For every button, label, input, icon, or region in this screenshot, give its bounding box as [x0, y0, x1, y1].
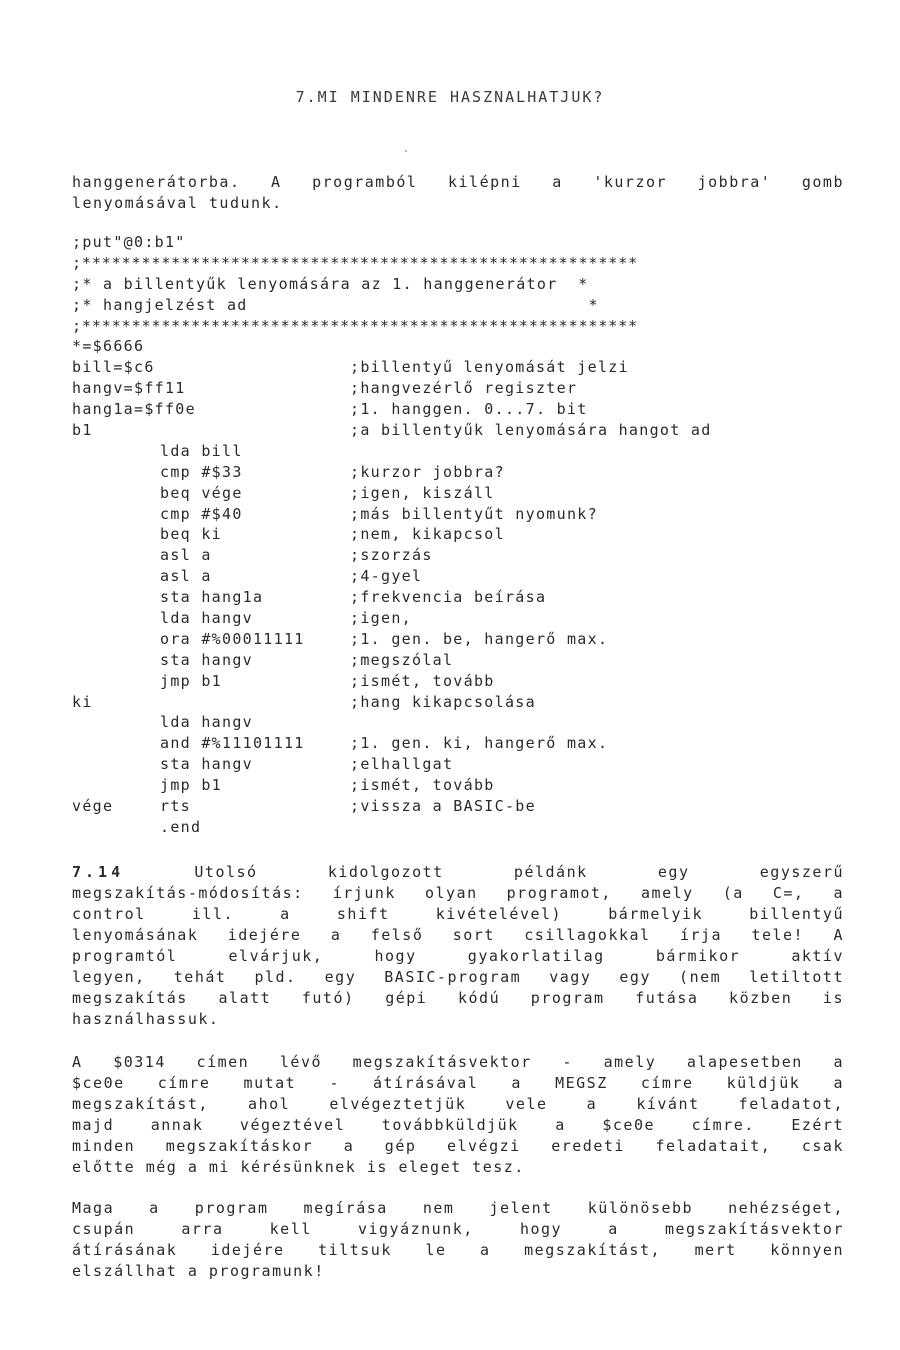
code-line	[72, 357, 852, 378]
code-line	[72, 650, 852, 671]
code-line	[72, 608, 852, 629]
code-comment: ;kurzor jobbra?	[350, 462, 505, 481]
code-line	[72, 504, 852, 525]
code-label: hangv=$ff11	[72, 379, 186, 398]
page-header: 7.MI MINDENRE HASZNALHATJUK?	[295, 88, 605, 106]
code-instruction: sta hangv	[160, 755, 253, 774]
code-instruction: asl a	[160, 546, 212, 565]
code-line	[72, 336, 852, 357]
text-line: legyen, tehát pld. egy BASIC-program vagy egy (nem letiltott	[72, 968, 844, 986]
text-line: előtte még a mi kérésünknek is eleget tesz.	[72, 1158, 525, 1176]
section-7-14-paragraph	[72, 862, 844, 1030]
assembly-listing	[72, 232, 852, 838]
text-line: A $0314 címen lévő megszakításvektor - amely alapesetben a	[72, 1053, 844, 1071]
code-comment: ;igen,	[350, 609, 412, 628]
code-label: vége	[72, 797, 114, 816]
code-line	[72, 295, 852, 316]
code-label: hang1a=$ff0e	[72, 400, 196, 419]
code-line	[72, 671, 852, 692]
code-instruction: sta hang1a	[160, 588, 264, 607]
text-line: minden megszakításkor a gép elvégzi eredeti feladatait, csak	[72, 1137, 844, 1155]
code-label: ;********************************************************	[72, 253, 639, 272]
code-label: ki	[72, 692, 93, 711]
code-comment: ;1. gen. ki, hangerő max.	[350, 734, 609, 753]
code-instruction: ora #%00011111	[160, 629, 305, 648]
text-line: megszakítást, ahol elvégeztetjük vele a kívánt feladatot,	[72, 1095, 844, 1113]
code-label: b1	[72, 421, 93, 440]
code-comment: ;billentyű lenyomását jelzi	[350, 358, 629, 377]
code-label: ;put"@0:b1"	[72, 233, 186, 251]
code-comment: ;megszólal	[350, 650, 454, 669]
code-instruction: lda hangv	[160, 713, 253, 732]
code-line	[72, 462, 852, 483]
text-line: elszállhat a programunk!	[72, 1262, 325, 1280]
section-number: 7.14	[72, 863, 125, 881]
code-comment: ;hang kikapcsolása	[350, 692, 536, 711]
text-line: $ce0e címre mutat - átírásával a MEGSZ címre küldjük a	[72, 1074, 844, 1092]
code-instruction: lda hangv	[160, 609, 253, 628]
code-line	[72, 754, 852, 775]
code-comment: ;ismét, tovább	[350, 776, 495, 795]
code-line	[72, 587, 852, 608]
vector-paragraph	[72, 1052, 844, 1178]
code-instruction: beq ki	[160, 525, 222, 544]
intro-paragraph	[72, 172, 844, 214]
code-comment: ;szorzás	[350, 546, 433, 565]
code-line	[72, 692, 852, 713]
code-line	[72, 775, 852, 796]
text-line: lenyomásával tudunk.	[72, 194, 283, 212]
text-line: hanggenerátorba. A programból kilépni a 'kurzor jobbra' gomb	[72, 173, 844, 191]
code-label: *=$6666	[72, 337, 145, 356]
code-instruction: cmp #$33	[160, 462, 243, 481]
scan-speck	[405, 150, 407, 152]
text-line: megszakítás-módosítás: írjunk olyan programot, amely (a C=, a	[72, 884, 844, 902]
code-instruction: rts	[160, 797, 191, 816]
code-comment: ;hangvezérlő regiszter	[350, 379, 578, 398]
code-line	[72, 545, 852, 566]
code-comment: ;más billentyűt nyomunk?	[350, 504, 598, 523]
code-line	[72, 232, 852, 253]
code-comment: ;1. gen. be, hangerő max.	[350, 629, 609, 648]
code-line	[72, 420, 852, 441]
code-comment: ;a billentyűk lenyomására hangot ad	[350, 421, 712, 440]
text-line: megszakítás alatt futó) gépi kódú program futása közben is	[72, 989, 844, 1007]
code-instruction: cmp #$40	[160, 504, 243, 523]
code-instruction: asl a	[160, 567, 212, 586]
code-line	[72, 524, 852, 545]
code-comment: ;4-gyel	[350, 567, 423, 586]
code-comment: ;ismét, tovább	[350, 671, 495, 690]
text-line: lenyomásának idejére a felső sort csillagokkal írja tele! A	[72, 926, 844, 944]
code-line	[72, 796, 852, 817]
code-line	[72, 441, 852, 462]
code-line	[72, 629, 852, 650]
code-line	[72, 817, 852, 838]
code-instruction: lda bill	[160, 441, 243, 460]
closing-paragraph	[72, 1198, 844, 1282]
text-line-rest: Utolsó kidolgozott példánk egy egyszerű	[194, 863, 845, 881]
code-instruction: jmp b1	[160, 776, 222, 795]
code-line	[72, 378, 852, 399]
code-comment: ;frekvencia beírása	[350, 588, 547, 607]
code-line	[72, 399, 852, 420]
code-comment: ;nem, kikapcsol	[350, 525, 505, 544]
code-line	[72, 253, 852, 274]
text-line: programtól elvárjuk, hogy gyakorlatilag bármikor aktív	[72, 947, 844, 965]
code-label: ;********************************************************	[72, 316, 639, 335]
text-line: majd annak végeztével továbbküldjük a $ce0e címre. Ezért	[72, 1116, 844, 1134]
code-instruction: and #%11101111	[160, 734, 305, 753]
code-instruction: .end	[160, 817, 202, 836]
text-line: átírásának idejére tiltsuk le a megszakítást, mert könnyen	[72, 1241, 844, 1259]
text-line: használhassuk.	[72, 1010, 220, 1028]
code-instruction: sta hangv	[160, 650, 253, 669]
code-comment: ;1. hanggen. 0...7. bit	[350, 400, 588, 419]
code-line	[72, 566, 852, 587]
code-comment: ;vissza a BASIC-be	[350, 797, 536, 816]
text-line: control ill. a shift kivételével) bármelyik billentyű	[72, 905, 844, 923]
text-line: csupán arra kell vigyáznunk, hogy a megszakításvektor	[72, 1220, 844, 1238]
code-line	[72, 483, 852, 504]
code-line	[72, 316, 852, 337]
text-line: Maga a program megírása nem jelent különösebb nehézséget,	[72, 1199, 844, 1217]
code-line	[72, 712, 852, 733]
code-comment: ;elhallgat	[350, 755, 454, 774]
code-line	[72, 733, 852, 754]
code-comment: ;igen, kiszáll	[350, 483, 495, 502]
code-label: ;* hangjelzést ad *	[72, 295, 599, 314]
code-line	[72, 274, 852, 295]
text-line	[72, 862, 844, 883]
code-instruction: beq vége	[160, 483, 243, 502]
code-instruction: jmp b1	[160, 671, 222, 690]
code-label: bill=$c6	[72, 358, 155, 377]
code-label: ;* a billentyűk lenyomására az 1. hanggenerátor *	[72, 274, 589, 293]
